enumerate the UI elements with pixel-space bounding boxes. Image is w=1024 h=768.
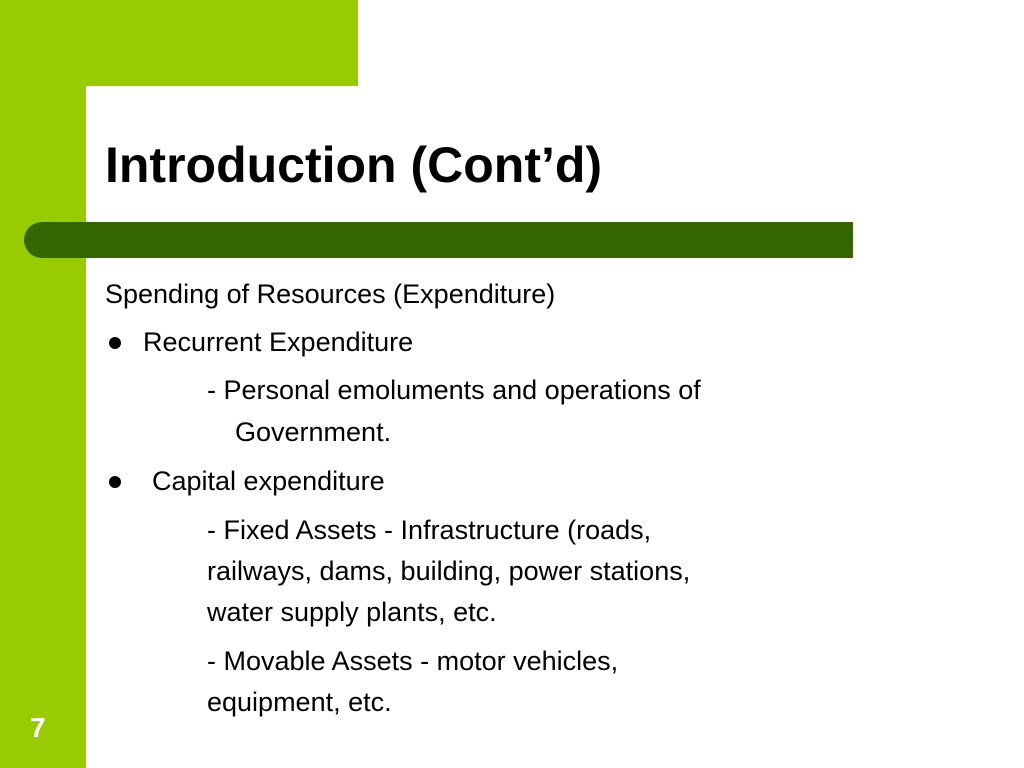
top-green-block: [0, 0, 358, 86]
title-divider-bar: [24, 222, 853, 258]
slide-number: 7: [30, 712, 46, 743]
bullet-recurrent: Recurrent Expenditure: [143, 327, 414, 357]
slide-title: Introduction (Cont’d): [105, 137, 603, 193]
movable-assets-line2: equipment, etc.: [207, 687, 392, 717]
fixed-assets-line1: - Fixed Assets - Infrastructure (roads,: [207, 515, 652, 545]
movable-assets-line1: - Movable Assets - motor vehicles,: [207, 646, 619, 676]
left-green-bar: [0, 0, 86, 768]
bullet-capital: Capital expenditure: [152, 466, 385, 496]
bullet-icon: [109, 476, 121, 488]
recurrent-detail-line2: Government.: [235, 417, 392, 447]
bullet-icon: [109, 337, 121, 349]
fixed-assets-line3: water supply plants, etc.: [207, 597, 497, 627]
recurrent-detail-line1: - Personal emoluments and operations of: [207, 375, 701, 405]
section-heading: Spending of Resources (Expenditure): [105, 279, 556, 309]
fixed-assets-line2: railways, dams, building, power stations,: [207, 556, 691, 586]
